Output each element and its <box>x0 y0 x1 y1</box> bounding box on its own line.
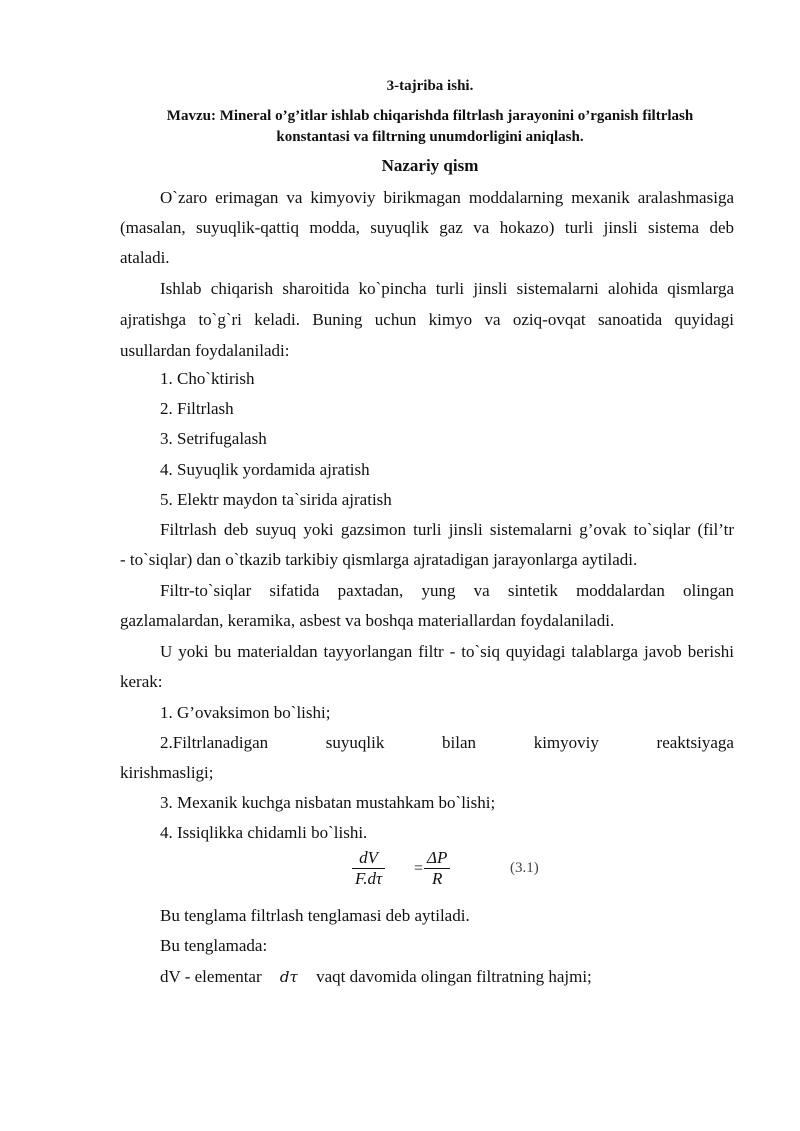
requirement-item: 4. Issiqlikka chidamli bo`lishi. <box>160 823 368 842</box>
equation-rhs-fraction <box>424 848 450 889</box>
para2-line-1: Ishlab chiqarish sharoitida ko`pincha turli jinsli sistemalarni alohida qismlarga <box>160 279 734 298</box>
para5-line-1: U yoki bu materialdan tayyorlangan filtr - to`siq quyidagi talablarga javob berishi <box>160 642 734 661</box>
topic-line-1: Mavzu: Mineral o’g’itlar ishlab chiqarishda filtrlash jarayonini o’rganish filtrlash <box>166 108 694 124</box>
requirement-word: bilan <box>442 733 477 752</box>
equation-lhs-numerator: dV <box>359 848 378 867</box>
para3-line-1: Filtrlash deb suyuq yoki gazsimon turli jinsli sistemalarni g’ovak to`siqlar (fil’tr <box>160 520 734 539</box>
method-item: 1. Cho`ktirish <box>160 369 255 388</box>
requirement-word: 2.Filtrlanadigan <box>160 733 269 752</box>
topic-title <box>120 106 740 148</box>
para3-line-2: - to`siqlar) dan o`tkazib tarkibiy qismlarga ajratadigan jarayonlarga aytiladi. <box>120 550 638 569</box>
para4-line-2: gazlamalardan, keramika, asbest va boshqa materiallardan foydalaniladi. <box>120 611 615 630</box>
para2-line-2: ajratishga to`g`ri keladi. Buning uchun kimyo va oziq-ovqat sanoatida quyidagi <box>120 310 734 329</box>
lab-title: 3-tajriba ishi. <box>386 78 474 94</box>
requirement-word: reaktsiyaga <box>656 733 734 752</box>
method-item: 2. Filtrlash <box>160 399 234 418</box>
para2-line-3: usullardan foydalaniladi: <box>120 341 290 360</box>
equation-lhs-denominator: F.dτ <box>355 869 383 888</box>
equation-lhs-fraction <box>352 848 385 889</box>
equation-number: (3.1) <box>510 860 539 876</box>
equation-rhs-numerator: ΔP <box>427 848 448 867</box>
requirement-word: suyuqlik <box>325 733 385 752</box>
method-item: 4. Suyuqlik yordamida ajratish <box>160 460 370 479</box>
after-line-2: Bu tenglamada: <box>160 936 268 955</box>
para1-line-3: ataladi. <box>120 248 170 267</box>
topic-line-2: konstantasi va filtrning unumdorligini aniqlash. <box>276 129 584 145</box>
equals-sign: = <box>414 860 424 877</box>
requirement-word: kimyoviy <box>533 733 599 752</box>
requirement-item: 1. G’ovaksimon bo`lishi; <box>160 703 331 722</box>
dtau-symbol: dτ <box>279 968 298 986</box>
definition-text: vaqt davomida olingan filtratning hajmi; <box>316 967 592 986</box>
section-heading: Nazariy qism <box>381 156 479 175</box>
para5-line-2: kerak: <box>120 672 163 691</box>
requirement-continuation: kirishmasligi; <box>120 763 214 782</box>
after-line-3 <box>160 966 592 988</box>
para1-line-2: (masalan, suyuqlik-qattiq modda, suyuqlik gaz va hokazo) turli jinsli sistema deb <box>120 218 734 237</box>
method-item: 3. Setrifugalash <box>160 429 267 448</box>
para4-line-1: Filtr-to`siqlar sifatida paxtadan, yung va sintetik moddalardan olingan <box>160 581 734 600</box>
definition-term: dV - elementar <box>160 967 262 986</box>
requirement-item: 3. Mexanik kuchga nisbatan mustahkam bo`lishi; <box>160 793 496 812</box>
method-item: 5. Elektr maydon ta`sirida ajratish <box>160 490 392 509</box>
filtration-equation <box>352 848 552 898</box>
after-line-1: Bu tenglama filtrlash tenglamasi deb aytiladi. <box>160 906 470 925</box>
equation-rhs-denominator: R <box>431 869 443 888</box>
requirement-item-2 <box>160 732 734 754</box>
para1-line-1: O`zaro erimagan va kimyoviy birikmagan moddalarning mexanik aralashmasiga <box>160 188 734 207</box>
